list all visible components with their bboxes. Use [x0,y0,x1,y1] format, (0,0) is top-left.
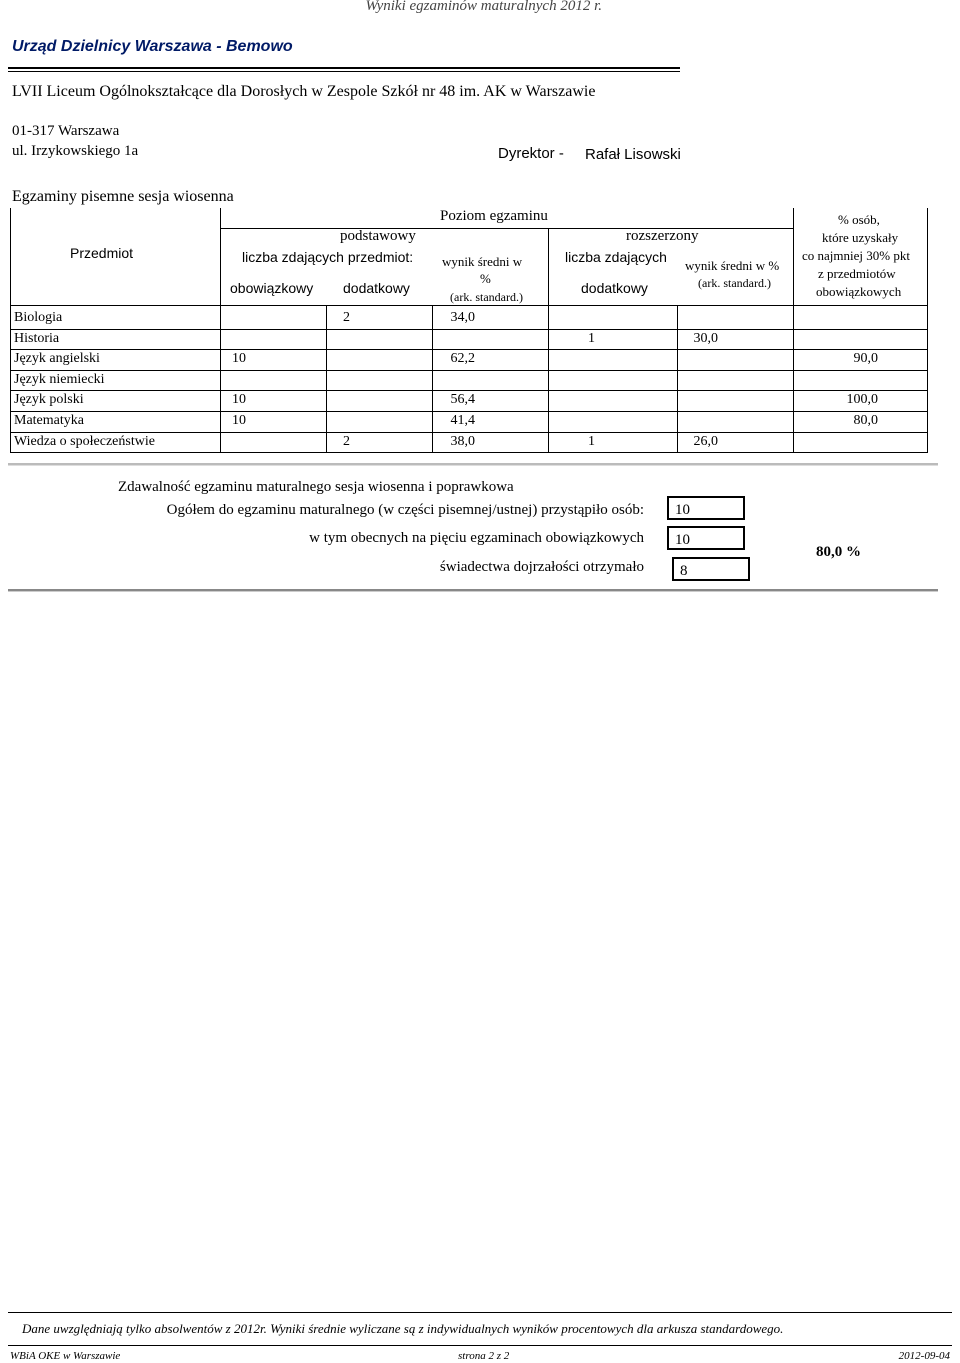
results-table [10,208,928,453]
row-divider [10,370,928,371]
pct-header-4: z przedmiotów [818,266,896,281]
ext-count-header: liczba zdających [565,249,667,265]
footer-source: WBiA OKE w Warszawie [10,1350,121,1362]
additional-header: dodatkowy [343,280,410,296]
table-row-subject: Wiedza o społeczeństwie [14,433,155,449]
summary-certificates-label: świadectwa dojrzałości otrzymało [439,559,644,575]
divider [8,1312,952,1313]
cell-additional: 2 [343,310,350,325]
divider [8,1345,952,1346]
table-border [548,228,549,453]
page-number: strona 2 z 2 [458,1350,510,1362]
cell-mandatory: 10 [232,392,246,408]
row-divider [10,349,928,350]
report-title: Wyniki egzaminów maturalnych 2012 r. [365,0,602,14]
table-border [10,305,928,306]
row-divider [10,452,928,453]
pct-header-5: obowiązkowych [816,284,902,299]
divider [8,465,938,466]
summary-total-value: 10 [667,496,745,520]
pass-rate: 80,0 % [816,544,861,560]
cell-ext-additional: 1 [588,433,595,449]
cell-avg-basic: 38,0 [450,433,475,449]
cell-mandatory: 10 [232,351,246,367]
cell-mandatory: 10 [232,413,246,428]
address-line-1: 01-317 Warszawa [12,123,120,139]
pct-header-1: % osób, [838,212,880,227]
address-line-2: ul. Irzykowskiego 1a [12,143,139,159]
avg-basic-header-pct: % [480,271,491,286]
avg-basic-header: wynik średni w [442,254,523,269]
office-name: Urząd Dzielnicy Warszawa - Bemowo [12,38,293,55]
avg-ext-header: wynik średni w % [685,258,780,273]
summary-present-value: 10 [667,526,745,550]
extended-level-header: rozszerzony [626,228,699,244]
divider [8,67,680,69]
table-row-subject: Język angielski [14,351,100,367]
row-divider [10,329,928,330]
summary-title: Zdawalność egzaminu maturalnego sesja wiosenna i poprawkowa [118,479,514,495]
table-border [927,208,928,453]
avg-basic-header-sub: (ark. standard.) [450,290,523,304]
subject-header: Przedmiot [70,245,134,261]
table-row-subject: Język polski [14,392,84,408]
section-title: Egzaminy pisemne sesja wiosenna [12,188,234,205]
divider [8,71,680,72]
cell-ext-additional: 1 [588,330,595,346]
cell-avg-basic: 62,2 [450,351,475,367]
table-row-subject: Historia [14,330,60,346]
footer-note: Dane uwzględniają tylko absolwentów z 2012r. Wyniki średnie wyliczane są z indywidualnych wyników procentowych dla arkusza standardowego. [22,1321,784,1336]
table-border [220,208,221,453]
table-border [220,228,793,229]
cell-additional: 2 [343,433,350,449]
cell-avg-ext: 26,0 [693,433,718,449]
basic-level-header: podstawowy [340,228,416,244]
summary-present-label: w tym obecnych na pięciu egzaminach obowiązkowych [309,530,644,546]
cell-pct: 80,0 [853,413,878,428]
mandatory-header: obowiązkowy [230,280,314,296]
pct-header-2: które uzyskały [822,230,899,245]
basic-count-header: liczba zdających przedmiot: [242,249,414,265]
table-border [793,208,794,453]
ext-additional-header: dodatkowy [581,280,648,296]
cell-avg-basic: 56,4 [450,392,475,408]
table-row-subject: Język niemiecki [14,371,105,387]
summary-certificates-value: 8 [672,557,750,581]
table-row-subject: Biologia [14,310,63,325]
cell-avg-basic: 34,0 [450,310,475,325]
cell-pct: 90,0 [853,351,878,367]
cell-avg-basic: 41,4 [450,413,475,428]
table-row-subject: Matematyka [14,413,84,428]
footer-date: 2012-09-04 [898,1350,950,1362]
director-name: Rafał Lisowski [585,146,681,163]
cell-pct: 100,0 [846,392,878,408]
director-label: Dyrektor - [498,145,564,162]
row-divider [10,432,928,433]
divider [8,591,938,592]
school-name: LVII Liceum Ogólnokształcące dla Dorosłych w Zespole Szkół nr 48 im. AK w Warszawie [12,83,596,100]
cell-avg-ext: 30,0 [693,330,718,346]
summary-total-label: Ogółem do egzaminu maturalnego (w części pisemnej/ustnej) przystąpiło osób: [166,502,644,518]
row-divider [10,390,928,391]
pct-header-3: co najmniej 30% pkt [802,248,910,263]
level-header: Poziom egzaminu [440,208,548,224]
table-border [10,208,11,453]
row-divider [10,411,928,412]
avg-ext-header-sub: (ark. standard.) [698,276,771,290]
